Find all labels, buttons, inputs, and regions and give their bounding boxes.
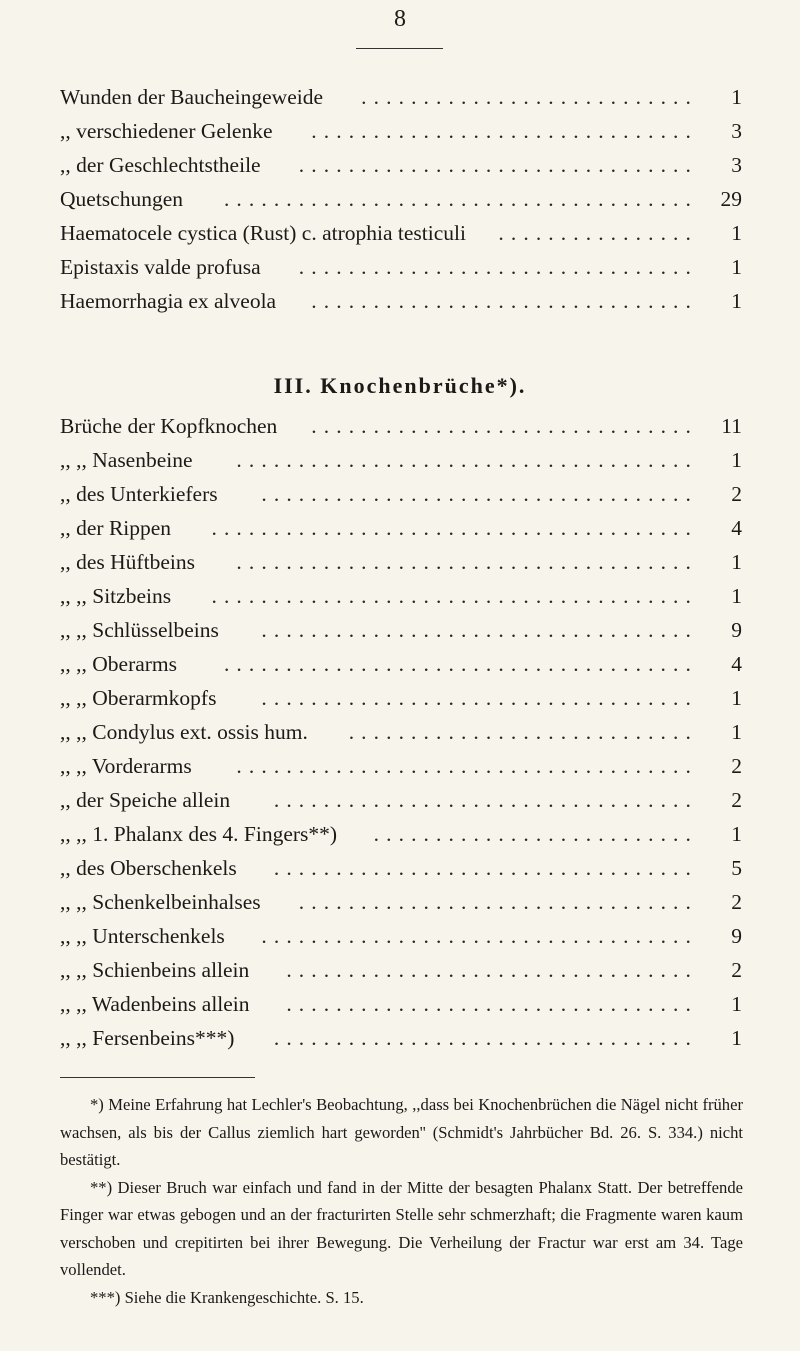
leader-dots: .....................................: [236, 448, 698, 472]
leader-dots: ...................................: [261, 618, 698, 642]
list-row: [60, 477, 742, 511]
list-row: [60, 443, 742, 477]
row-label: Quetschungen: [60, 187, 183, 211]
leader-dots: ................................: [298, 255, 698, 279]
leader-dots: .....................................: [236, 550, 698, 574]
row-value: 1: [731, 720, 742, 744]
row-label: ,, der Speiche allein: [60, 788, 231, 812]
row-value: 1: [731, 289, 742, 313]
row-label: ,, ,, Fersenbeins***): [60, 1026, 235, 1050]
leader-dots: ...................................: [261, 482, 698, 506]
leader-dots: ......................................: [223, 187, 698, 211]
row-value: 1: [731, 550, 742, 574]
row-value: 4: [731, 652, 742, 676]
row-label: Epistaxis valde profusa: [60, 255, 261, 279]
section-title: III. Knochenbrüche*).: [273, 373, 527, 398]
row-value: 2: [731, 482, 742, 506]
row-label: Haemorrhagia ex alveola: [60, 289, 277, 313]
fracture-list: [60, 409, 742, 1055]
row-label: ,, ,, Sitzbeins: [60, 584, 172, 608]
leader-dots: .......................................: [211, 516, 698, 540]
row-value: 5: [731, 856, 742, 880]
leader-dots: ................: [498, 221, 698, 245]
row-label: Wunden der Baucheingeweide: [60, 85, 323, 109]
list-row: [60, 919, 742, 953]
row-label: ,, ,, Vorderarms: [60, 754, 192, 778]
row-value: 29: [720, 187, 742, 211]
footnote-3: ***) Siehe die Krankengeschichte. S. 15.: [90, 1287, 364, 1307]
footnote-2: **) Dieser Bruch war einfach und fand in der Mitte der besagten Phalanx Statt. Der betreffende Finger war etwas gebogen und an der fracturirten Stelle sehr schmerzhaft; die Fragmente waren kaum verschoben und crepitirten bei ihrer Bewegung. Die Verheilung der Fractur war erst am 34. Tage vollendet.: [60, 1177, 743, 1279]
list-row: [60, 545, 742, 579]
row-label: ,, ,, Schlüsselbeins: [60, 618, 219, 642]
row-label: ,, ,, Schenkelbeinhalses: [60, 890, 261, 914]
leader-dots: .......................................: [211, 584, 698, 608]
row-label: ,, ,, Nasenbeine: [60, 448, 193, 472]
row-label: ,, verschiedener Gelenke: [60, 119, 273, 143]
leader-dots: ............................: [348, 720, 698, 744]
list-row: [60, 715, 742, 749]
footnote-1: *) Meine Erfahrung hat Lechler's Beobachtung, ,,dass bei Knochenbrüchen die Nägel nicht früher wachsen, als bis der Callus ziemlich hart geworden'' (Schmidt's Jahrbücher Bd. 26. S. 334.) nicht bestätigt.: [60, 1095, 743, 1169]
list-row: [60, 885, 742, 919]
row-label: ,, ,, Condylus ext. ossis hum.: [60, 720, 308, 744]
row-value: 1: [731, 85, 742, 109]
list-row: [60, 783, 742, 817]
leader-dots: ..................................: [273, 788, 698, 812]
leader-dots: ...................................: [261, 686, 698, 710]
row-label: ,, ,, Unterschenkels: [60, 924, 225, 948]
row-label: ,, ,, Schienbeins allein: [60, 958, 250, 982]
leader-dots: ................................: [298, 890, 698, 914]
row-label: ,, der Geschlechtstheile: [60, 153, 261, 177]
leader-dots: ...........................: [361, 85, 698, 109]
header-rule: [356, 48, 443, 49]
row-label: ,, ,, Oberarmkopfs: [60, 686, 217, 710]
row-value: 9: [731, 618, 742, 642]
leader-dots: ..................................: [273, 1026, 698, 1050]
leader-dots: ..................................: [273, 856, 698, 880]
list-row: [60, 80, 742, 114]
leader-dots: ...................................: [261, 924, 698, 948]
row-label: ,, ,, 1. Phalanx des 4. Fingers**): [60, 822, 338, 846]
row-value: 4: [731, 516, 742, 540]
leader-dots: ...............................: [311, 119, 698, 143]
row-value: 2: [731, 958, 742, 982]
list-row: [60, 647, 742, 681]
footnotes: [60, 1091, 743, 1311]
leader-dots: .....................................: [236, 754, 698, 778]
leader-dots: ......................................: [223, 652, 698, 676]
row-label: ,, ,, Wadenbeins allein: [60, 992, 250, 1016]
row-value: 2: [731, 754, 742, 778]
injury-list: [60, 80, 742, 318]
list-row: [60, 182, 742, 216]
row-value: 1: [731, 221, 742, 245]
leader-dots: ...............................: [311, 414, 698, 438]
page-number: 8: [394, 6, 406, 32]
row-label: ,, des Hüftbeins: [60, 550, 195, 574]
row-value: 1: [731, 822, 742, 846]
list-row: [60, 409, 742, 443]
row-value: 1: [731, 686, 742, 710]
row-value: 1: [731, 448, 742, 472]
row-value: 1: [731, 255, 742, 279]
list-row: [60, 114, 742, 148]
row-label: ,, des Unterkiefers: [60, 482, 218, 506]
list-row: [60, 511, 742, 545]
leader-dots: ...............................: [311, 289, 698, 313]
leader-dots: .................................: [286, 958, 698, 982]
list-row: [60, 579, 742, 613]
list-row: [60, 953, 742, 987]
list-row: [60, 1021, 742, 1055]
row-value: 1: [731, 992, 742, 1016]
list-row: [60, 613, 742, 647]
footnote-rule: [60, 1077, 255, 1078]
row-label: ,, des Oberschenkels: [60, 856, 237, 880]
row-value: 9: [731, 924, 742, 948]
row-value: 1: [731, 584, 742, 608]
row-value: 2: [731, 890, 742, 914]
leader-dots: .................................: [286, 992, 698, 1016]
list-row: [60, 250, 742, 284]
list-row: [60, 216, 742, 250]
row-label: Haematocele cystica (Rust) c. atrophia testiculi: [60, 221, 466, 245]
row-value: 11: [721, 414, 742, 438]
list-row: [60, 681, 742, 715]
row-value: 3: [731, 153, 742, 177]
leader-dots: ................................: [298, 153, 698, 177]
list-row: [60, 749, 742, 783]
list-row: [60, 987, 742, 1021]
row-value: 3: [731, 119, 742, 143]
list-row: [60, 284, 742, 318]
leader-dots: ..........................: [373, 822, 698, 846]
row-label: Brüche der Kopfknochen: [60, 414, 278, 438]
row-value: 1: [731, 1026, 742, 1050]
list-row: [60, 817, 742, 851]
list-row: [60, 851, 742, 885]
list-row: [60, 148, 742, 182]
row-value: 2: [731, 788, 742, 812]
row-label: ,, der Rippen: [60, 516, 172, 540]
row-label: ,, ,, Oberarms: [60, 652, 178, 676]
